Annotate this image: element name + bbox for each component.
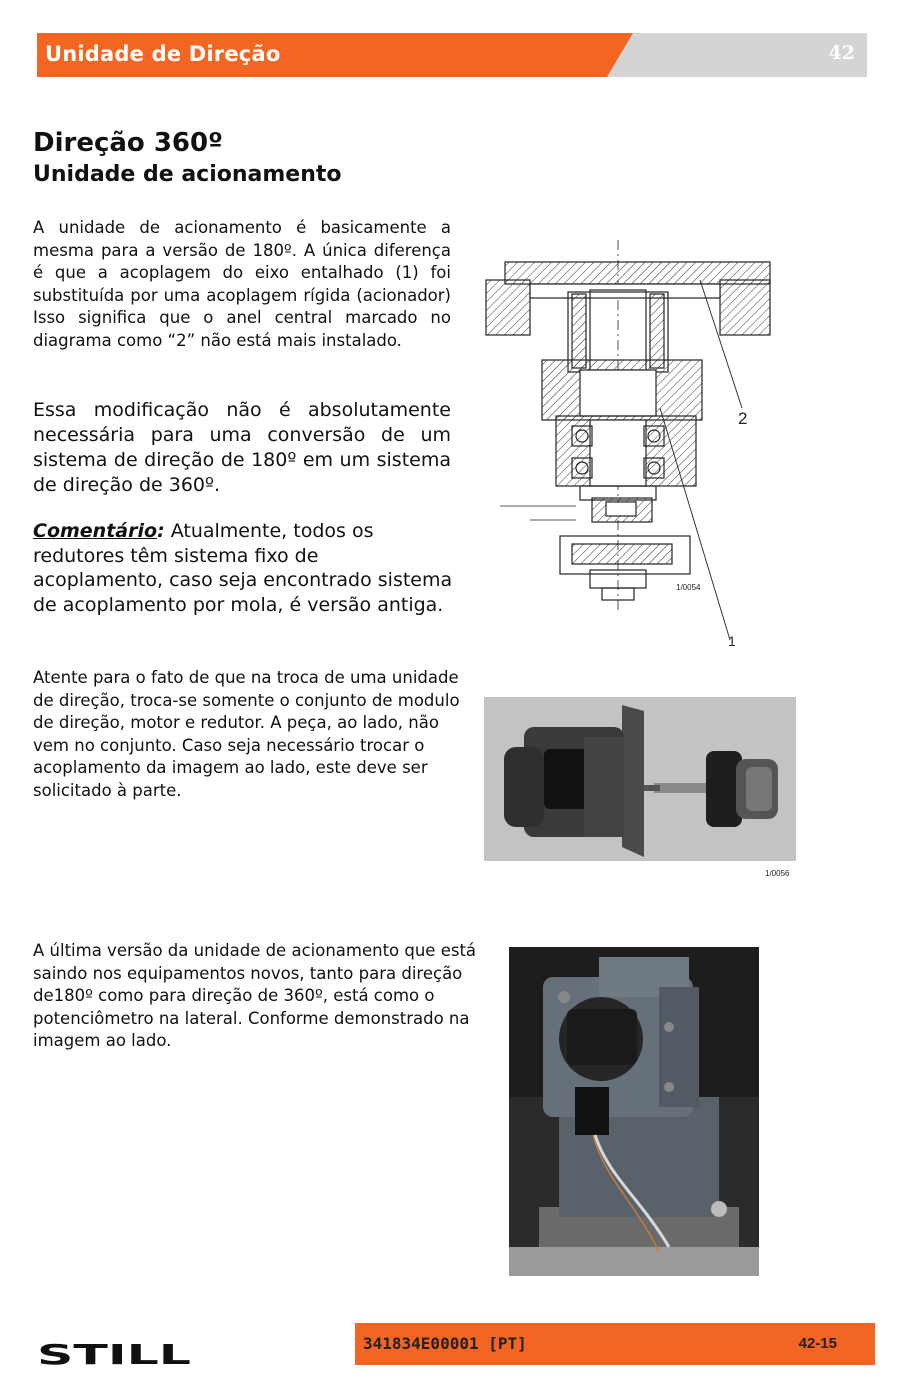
paragraph-comment	[33, 519, 453, 617]
comment-label: Comentário	[33, 520, 158, 542]
page-number: 42-15	[798, 1335, 837, 1352]
footer-band	[355, 1323, 875, 1365]
coupling-photo	[484, 697, 796, 861]
paragraph-intro: A unidade de acionamento é basicamente a mesma para a versão de 180º. A única diferença é que a acoplagem do eixo entalhado (1) foi substituída por uma acoplagem rígida (acionador) Isso significa que o anel central marcado no diagrama como “2” não está mais instalado.	[33, 218, 451, 350]
comment-text: Atualmente, todos os redutores têm sistema fixo de acoplamento, caso seja encontrado sistema de acoplamento por mola, é versão antiga.	[33, 520, 453, 616]
diagram-code: 1/0054	[676, 583, 701, 592]
page-title: Direção 360º	[33, 128, 223, 158]
coupling-photo-code: 1/0056	[765, 869, 790, 878]
diagram-label-2: 2	[738, 409, 748, 428]
drive-unit-diagram	[480, 240, 780, 660]
still-logo	[37, 1340, 195, 1366]
page-header	[37, 33, 867, 77]
comment-colon: :	[157, 520, 165, 542]
drive-unit-photo	[509, 947, 759, 1276]
still-logo-text: STILL	[37, 1340, 192, 1366]
chapter-number: 42	[828, 42, 855, 64]
paragraph-conversion: Essa modificação não é absolutamente necessária para uma conversão de um sistema de direção de 180º em um sistema de direção de 360º.	[33, 399, 451, 496]
header-title: Unidade de Direção	[45, 42, 281, 66]
page-subtitle: Unidade de acionamento	[33, 162, 342, 187]
paragraph-replacement-note: Atente para o fato de que na troca de uma unidade de direção, troca-se somente o conjunto de modulo de direção, motor e redutor. A peça, ao lado, não vem no conjunto. Caso seja necessário trocar o acoplamento da imagem ao lado, este deve ser solicitado à parte.	[33, 668, 460, 800]
document-code: 341834E00001 [PT]	[363, 1334, 527, 1353]
diagram-label-1: 1	[728, 633, 736, 649]
paragraph-latest-version: A última versão da unidade de acionamento que está saindo nos equipamentos novos, tanto para direção de180º como para direção de 360º, está como o potenciômetro na lateral. Conforme demonstrado na imagem ao lado.	[33, 941, 477, 1050]
